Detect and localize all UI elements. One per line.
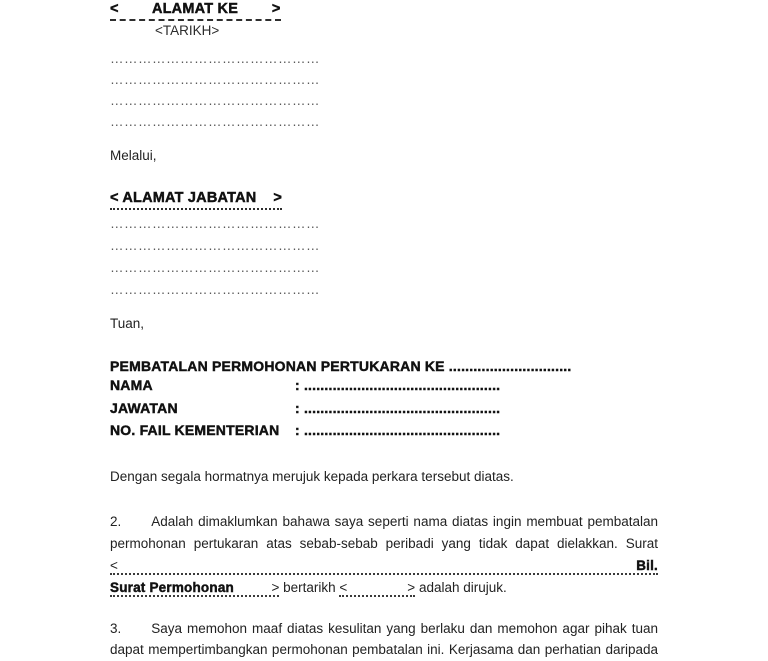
recipient-address-header (110, 1, 658, 17)
dotted-fill-line: ……………………………………… (110, 93, 320, 108)
dotted-fill-line: ……………………………………… (110, 114, 320, 129)
paragraph-number: 3. (110, 620, 122, 636)
dotted-fill-line: ……………………………………… (110, 216, 320, 231)
paragraph-number: 2. (110, 513, 122, 529)
subject-row-nama (110, 374, 658, 397)
paragraph-2 (110, 511, 658, 599)
ref-number-placeholder-cont: Surat Permohonan > (110, 579, 280, 595)
department-address-header (110, 190, 658, 206)
dotted-fill-line: ……………………………………… (110, 51, 320, 66)
field-label: NAMA (110, 377, 153, 393)
through-label: Melalui, (110, 148, 157, 163)
paragraph-line: 2. Adalah dimaklumkan bahawa saya seperti nama diatas ingin membuat pembatalan (110, 513, 658, 529)
paragraph-line: 3. Saya memohon maaf diatas kesulitan yang berlaku dan memohon agar pihak tuan (110, 620, 658, 636)
subject-title (110, 358, 658, 374)
paragraph-3 (110, 618, 658, 661)
dotted-fill-line: ……………………………………… (110, 72, 320, 87)
department-address-placeholder: < ALAMAT JABATAN > (110, 190, 282, 210)
paragraph-line: Surat Permohonan > bertarikh < > adalah dirujuk. (110, 579, 507, 595)
dotted-fill-line: ……………………………………… (110, 260, 320, 275)
subject-row-no-fail (110, 419, 658, 442)
subject-title-text: PEMBATALAN PERMOHONAN PERTUKARAN KE (110, 358, 449, 374)
department-address-fill-lines (110, 213, 658, 301)
paragraph-line: permohonan pertukaran atas sebab-sebab peribadi yang tidak dapat dielakkan. Surat < Bil. (110, 535, 658, 573)
ref-number-placeholder: < Bil. (110, 557, 658, 573)
field-value-leader: : ................................................ (295, 399, 501, 416)
ref-date-placeholder: < > (339, 579, 416, 595)
reference-line: Dengan segala hormatnya merujuk kepada perkara tersebut diatas. (110, 468, 514, 484)
field-value-leader: : ................................................ (295, 422, 501, 438)
subject-block (110, 358, 658, 442)
field-label: NO. FAIL KEMENTERIAN (110, 422, 280, 438)
date-placeholder: <TARIKH> (155, 23, 220, 38)
field-value-leader: : ................................................ (295, 377, 501, 393)
recipient-address-placeholder: < ALAMAT KE > (110, 1, 281, 21)
paragraph-line: dapat mempertimbangkan permohonan pembatalan ini. Kerjasama dan perhatian daripada (110, 642, 658, 657)
salutation: Tuan, (110, 316, 145, 331)
subject-row-jawatan (110, 397, 658, 420)
dotted-fill-line: ……………………………………… (110, 282, 320, 297)
field-label: JAWATAN (110, 399, 178, 416)
dotted-fill-line: ……………………………………… (110, 238, 320, 253)
recipient-address-fill-lines (110, 48, 658, 132)
subject-title-leader: .............................. (448, 358, 572, 374)
